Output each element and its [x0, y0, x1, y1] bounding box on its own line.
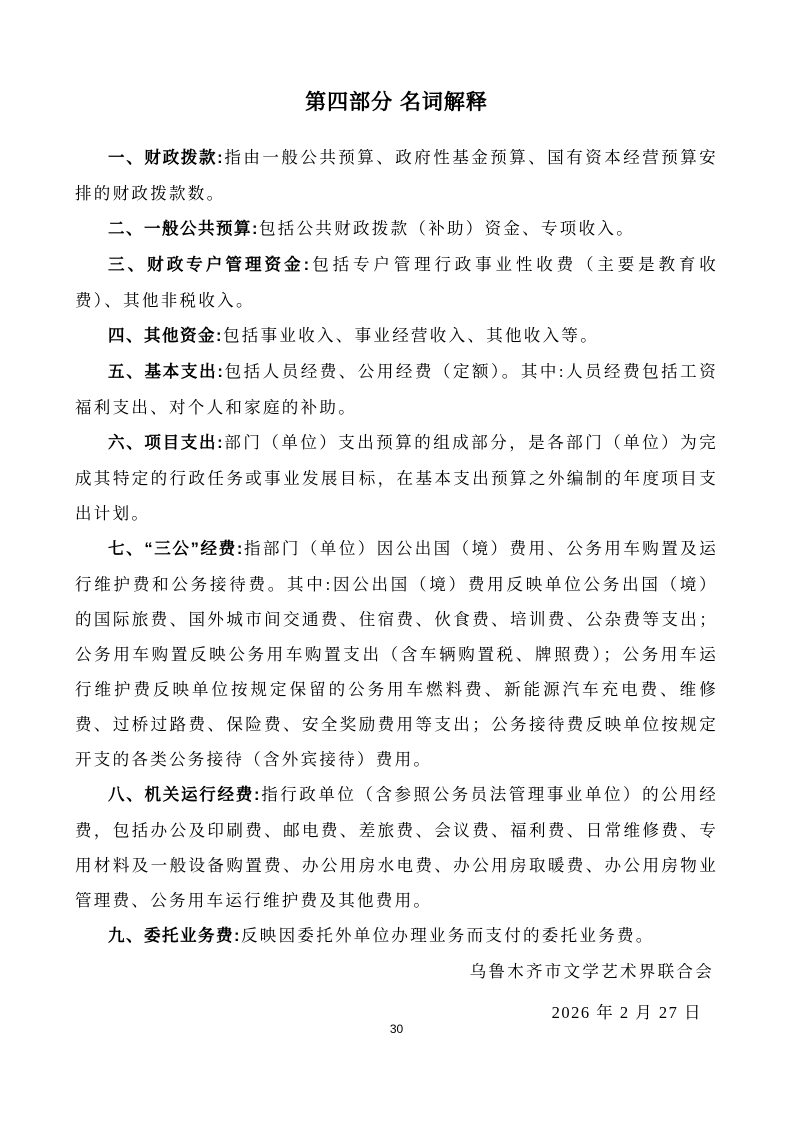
signature-block — [75, 954, 718, 1030]
document-date: 2026 年 2 月 27 日 — [551, 1003, 702, 1022]
term-paragraph — [75, 777, 718, 918]
term-paragraph — [75, 531, 718, 777]
term-label: 六、项目支出: — [108, 434, 225, 452]
term-label: 二、一般公共预算: — [108, 220, 259, 238]
term-label: 一、财政拨款: — [108, 149, 225, 167]
term-paragraph — [75, 918, 718, 954]
glossary-content — [75, 140, 718, 954]
term-paragraph — [75, 247, 718, 318]
term-paragraph — [75, 354, 718, 425]
term-definition: 包括人员经费、公用经费（定额）。其中:人员经费包括工资福利支出、对个人和家庭的补助。 — [75, 362, 718, 417]
term-definition: 指部门（单位）因公出国（境）费用、公务用车购置及运行维护费和公务接待费。其中:因公出国（境）费用反映单位公务出国（境）的国际旅费、国外城市间交通费、住宿费、伙食费、培训费、公杂费等支出；公务用车购置反映公务用车购置支出（含车辆购置税、牌照费）；公务用车运行维护费反映单位按规定保留的公务用车燃料费、新能源汽车充电费、维修费、过桥过路费、保险费、安全奖励费用等支出；公务接待费反映单位按规定开支的各类公务接待（含外宾接待）费用。 — [75, 539, 718, 769]
term-definition: 包括公共财政拨款（补助）资金、专项收入。 — [259, 219, 635, 238]
page-number: 30 — [389, 1022, 404, 1036]
term-definition: 指行政单位（含参照公务员法管理事业单位）的公用经费，包括办公及印刷费、邮电费、差旅费、会议费、福利费、日常维修费、专用材料及一般设备购置费、办公用房水电费、办公用房取暖费、办公用房物业管理费、公务用车运行维护费及其他费用。 — [75, 785, 719, 910]
term-definition: 包括事业收入、事业经营收入、其他收入等。 — [223, 326, 599, 345]
term-paragraph — [75, 140, 718, 211]
term-label: 八、机关运行经费: — [108, 786, 261, 804]
term-definition: 包括专户管理行政事业性收费（主要是教育收费）、其他非税收入。 — [75, 255, 719, 310]
term-paragraph — [75, 425, 718, 531]
term-label: 七、“三公”经费: — [108, 540, 244, 558]
term-definition: 指由一般公共预算、政府性基金预算、国有资本经营预算安排的财政拨款数。 — [75, 148, 718, 203]
term-label: 四、其他资金: — [108, 327, 223, 345]
term-paragraph — [75, 318, 718, 354]
term-paragraph — [75, 211, 718, 247]
term-label: 三、财政专户管理资金: — [108, 256, 311, 274]
term-definition: 反映因委托外单位办理业务而支付的委托业务费。 — [241, 926, 655, 945]
term-definition: 部门（单位）支出预算的组成部分，是各部门（单位）为完成其特定的行政任务或事业发展目标，在基本支出预算之外编制的年度项目支出计划。 — [75, 433, 718, 523]
organization-signature: 乌鲁木齐市文学艺术界联合会 — [469, 962, 714, 981]
term-label: 九、委托业务费: — [108, 927, 241, 945]
page-title: 第四部分 名词解释 — [305, 91, 488, 114]
term-label: 五、基本支出: — [108, 363, 225, 381]
